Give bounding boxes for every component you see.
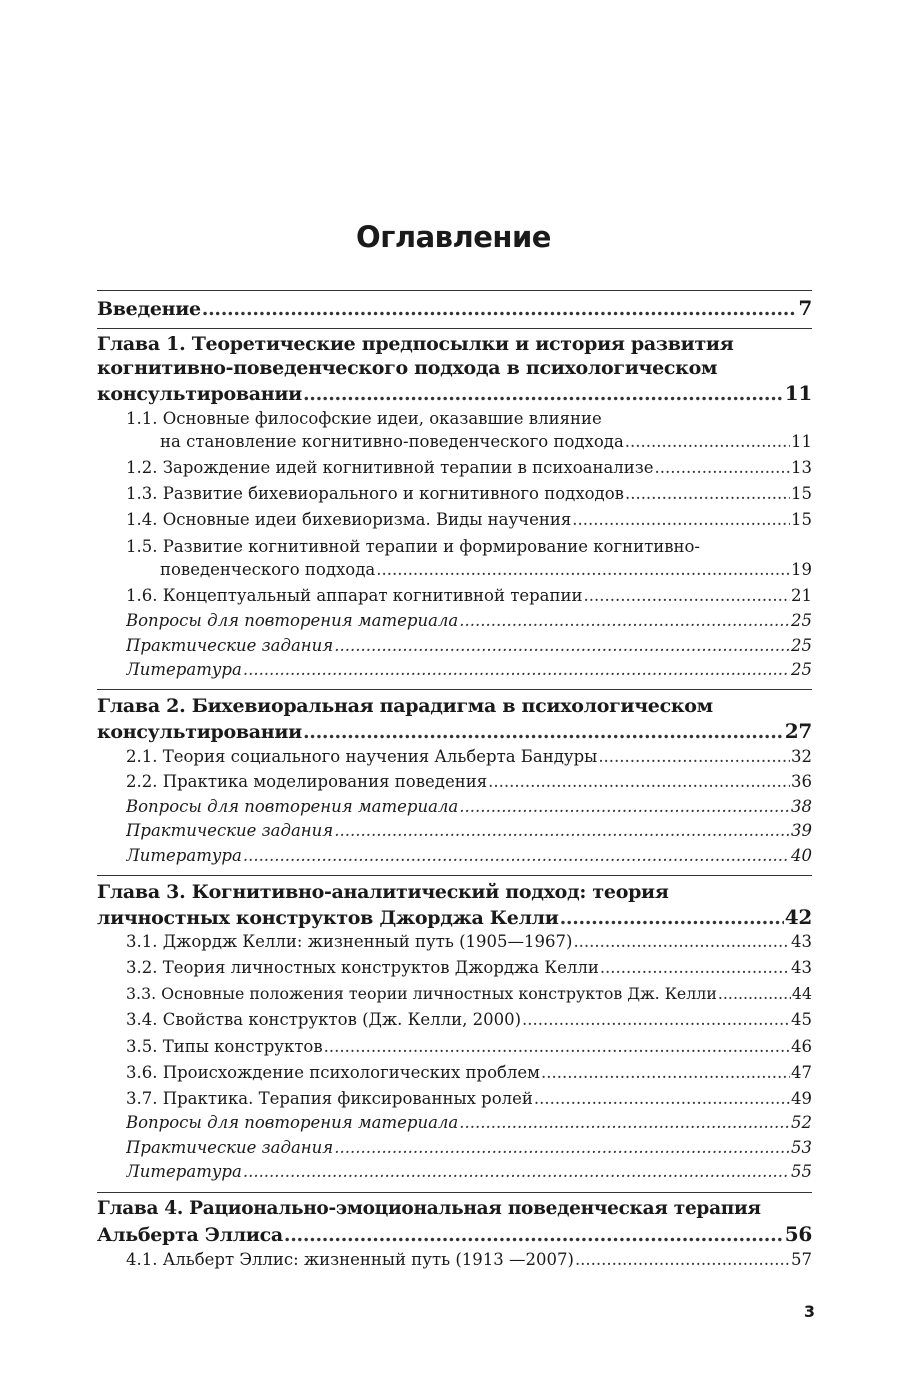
section-1-5-line1[interactable]: 1.5. Развитие когнитивной терапии и формирование когнитивно-	[126, 537, 701, 556]
leader-dots	[534, 1089, 790, 1108]
section-1-5-entry[interactable]	[160, 560, 812, 584]
leader-dots	[600, 958, 790, 977]
toc-entry-label: 3.5. Типы конструктов	[126, 1037, 323, 1056]
section-3-7-entry[interactable]	[126, 1089, 812, 1113]
toc-entry-label: Литература	[126, 1162, 242, 1181]
toc-entry-label: Введение	[97, 298, 201, 320]
leader-dots	[598, 747, 790, 766]
toc-entry-label: 3.7. Практика. Терапия фиксированных ролей	[126, 1089, 533, 1108]
leader-dots	[324, 1037, 790, 1056]
toc-entry-label: Вопросы для повторения материала	[126, 611, 459, 630]
leader-dots	[573, 932, 790, 951]
toc-entry-label: 1.2. Зарождение идей когнитивной терапии в психоанализе	[126, 458, 654, 477]
toc-entry-page: 21	[791, 586, 812, 605]
toc-entry-page: 57	[791, 1250, 812, 1269]
toc-entry-page: 11	[784, 381, 812, 405]
leader-dots	[459, 797, 790, 816]
leader-dots	[334, 1138, 790, 1157]
toc-entry-label: 2.1. Теория социального научения Альберта Бандуры	[126, 747, 598, 766]
leader-dots	[522, 1010, 790, 1029]
toc-entry-page: 55	[791, 1162, 812, 1181]
section-1-1-line1[interactable]: 1.1. Основные философские идеи, оказавшие влияние	[126, 409, 602, 428]
leader-dots	[718, 984, 791, 1003]
leader-dots	[459, 611, 790, 630]
toc-entry-page: 11	[791, 432, 812, 451]
toc-entry-page: 15	[791, 510, 812, 529]
toc-entry-page: 25	[791, 660, 812, 679]
section-3-3-entry[interactable]	[126, 984, 812, 1008]
leader-dots	[655, 458, 790, 477]
toc-entry-label: Практические задания	[126, 636, 334, 655]
chapter-2-literature[interactable]	[126, 846, 812, 870]
toc-entry-label: 3.6. Происхождение психологических проблем	[126, 1063, 541, 1082]
toc-entry-label: консультировании	[97, 721, 302, 743]
section-3-5-entry[interactable]	[126, 1037, 812, 1061]
chapter-2-title-line1[interactable]: Глава 2. Бихевиоральная парадигма в психологическом	[97, 695, 713, 717]
section-3-6-entry[interactable]	[126, 1063, 812, 1087]
leader-dots	[584, 586, 790, 605]
page-title: Оглавление	[356, 220, 551, 254]
divider	[97, 1192, 812, 1193]
toc-entry-label: 3.3. Основные положения теории личностных конструктов Дж. Келли	[126, 984, 717, 1003]
chapter-4-title-line1[interactable]: Глава 4. Рационально-эмоциональная поведенческая терапия	[97, 1198, 761, 1219]
toc-entry-page: 53	[791, 1138, 812, 1157]
toc-entry-label: консультировании	[97, 383, 302, 405]
toc-entry-page: 27	[784, 719, 812, 743]
toc-entry-label: 1.6. Концептуальный аппарат когнитивной терапии	[126, 586, 583, 605]
leader-dots	[243, 846, 790, 865]
section-1-6-entry[interactable]	[126, 586, 812, 610]
toc-entry-page: 38	[791, 797, 812, 816]
leader-dots	[334, 636, 790, 655]
chapter-2-entry[interactable]	[97, 719, 812, 743]
chapter-3-title-line1[interactable]: Глава 3. Когнитивно-аналитический подход: теория	[97, 881, 669, 903]
toc-entry-page: 25	[791, 611, 812, 630]
toc-entry-label: 2.2. Практика моделирования поведения	[126, 772, 488, 791]
section-3-1-entry[interactable]	[126, 932, 812, 956]
leader-dots	[334, 821, 790, 840]
chapter-1-tasks[interactable]	[126, 636, 812, 660]
leader-dots	[303, 383, 784, 405]
leader-dots	[459, 1113, 790, 1132]
leader-dots	[284, 1224, 784, 1246]
divider	[97, 328, 812, 329]
chapter-1-literature[interactable]	[126, 660, 812, 684]
divider	[97, 689, 812, 690]
leader-dots	[376, 560, 790, 579]
toc-entry-page: 36	[791, 772, 812, 791]
section-2-2-entry[interactable]	[126, 772, 812, 796]
leader-dots	[243, 1162, 790, 1181]
toc-entry-label: Альберта Эллиса	[97, 1224, 283, 1246]
chapter-2-questions[interactable]	[126, 797, 812, 821]
leader-dots	[488, 772, 790, 791]
toc-entry-page: 52	[791, 1113, 812, 1132]
toc-entry-page: 15	[791, 484, 812, 503]
section-4-1-entry[interactable]	[126, 1250, 812, 1274]
section-1-4-entry[interactable]	[126, 510, 812, 534]
section-1-2-entry[interactable]	[126, 458, 812, 482]
section-2-1-entry[interactable]	[126, 747, 812, 771]
toc-entry-label: Вопросы для повторения материала	[126, 797, 459, 816]
toc-entry-page: 25	[791, 636, 812, 655]
toc-entry-label: Литература	[126, 846, 242, 865]
chapter-3-entry[interactable]	[97, 905, 812, 929]
toc-entry-page: 42	[784, 905, 812, 929]
toc-entry-page: 56	[784, 1222, 812, 1246]
chapter-1-title-line1[interactable]: Глава 1. Теоретические предпосылки и история развития	[97, 333, 734, 355]
toc-entry-page: 39	[791, 821, 812, 840]
toc-entry-label: 1.4. Основные идеи бихевиоризма. Виды научения	[126, 510, 572, 529]
chapter-2-tasks[interactable]	[126, 821, 812, 845]
section-3-2-entry[interactable]	[126, 958, 812, 982]
toc-entry-label: 1.3. Развитие бихевиорального и когнитивного подходов	[126, 484, 624, 503]
toc-entry-label: 3.2. Теория личностных конструктов Джорджа Келли	[126, 958, 599, 977]
chapter-1-questions[interactable]	[126, 611, 812, 635]
toc-entry-page: 43	[791, 932, 812, 951]
toc-entry-page: 7	[798, 296, 812, 320]
toc-entry-label: личностных конструктов Джорджа Келли	[97, 907, 559, 929]
toc-entry-page: 46	[791, 1037, 812, 1056]
toc-entry-page: 32	[791, 747, 812, 766]
section-1-1-entry[interactable]	[160, 432, 812, 456]
leader-dots	[625, 432, 790, 451]
section-1-3-entry[interactable]	[126, 484, 812, 508]
toc-entry-label: поведенческого подхода	[160, 560, 376, 579]
toc-entry-page: 40	[791, 846, 812, 865]
toc-entry-page: 13	[791, 458, 812, 477]
toc-entry-page: 19	[791, 560, 812, 579]
chapter-3-tasks[interactable]	[126, 1138, 812, 1162]
chapter-1-title-line2[interactable]: когнитивно-поведенческого подхода в психологическом	[97, 357, 718, 379]
section-3-4-entry[interactable]	[126, 1010, 812, 1034]
chapter-3-questions[interactable]	[126, 1113, 812, 1137]
toc-entry-label: Практические задания	[126, 1138, 334, 1157]
chapter-4-entry[interactable]	[97, 1222, 812, 1246]
leader-dots	[575, 1250, 790, 1269]
toc-entry-page: 44	[791, 984, 812, 1003]
leader-dots	[625, 484, 790, 503]
toc-entry-page: 49	[791, 1089, 812, 1108]
toc-entry-page: 47	[791, 1063, 812, 1082]
divider	[97, 875, 812, 876]
leader-dots	[303, 721, 784, 743]
toc-entry-label: 3.4. Свойства конструктов (Дж. Келли, 2000)	[126, 1010, 522, 1029]
toc-entry-label: 3.1. Джордж Келли: жизненный путь (1905—1967)	[126, 932, 573, 951]
leader-dots	[560, 907, 784, 929]
chapter-1-entry[interactable]	[97, 381, 812, 405]
toc-entry-label: Литература	[126, 660, 242, 679]
leader-dots	[541, 1063, 790, 1082]
page-number: 3	[803, 1302, 815, 1321]
leader-dots	[202, 298, 798, 320]
leader-dots	[243, 660, 790, 679]
toc-entry-label: Практические задания	[126, 821, 334, 840]
toc-entry-label: на становление когнитивно-поведенческого подхода	[160, 432, 624, 451]
divider	[97, 290, 812, 291]
toc-entry-label: 4.1. Альберт Эллис: жизненный путь (1913 —2007)	[126, 1250, 574, 1269]
leader-dots	[572, 510, 790, 529]
toc-entry-page: 43	[791, 958, 812, 977]
toc-entry-intro[interactable]	[97, 296, 812, 320]
toc-entry-page: 45	[791, 1010, 812, 1029]
chapter-3-literature[interactable]	[126, 1162, 812, 1186]
toc-entry-label: Вопросы для повторения материала	[126, 1113, 459, 1132]
